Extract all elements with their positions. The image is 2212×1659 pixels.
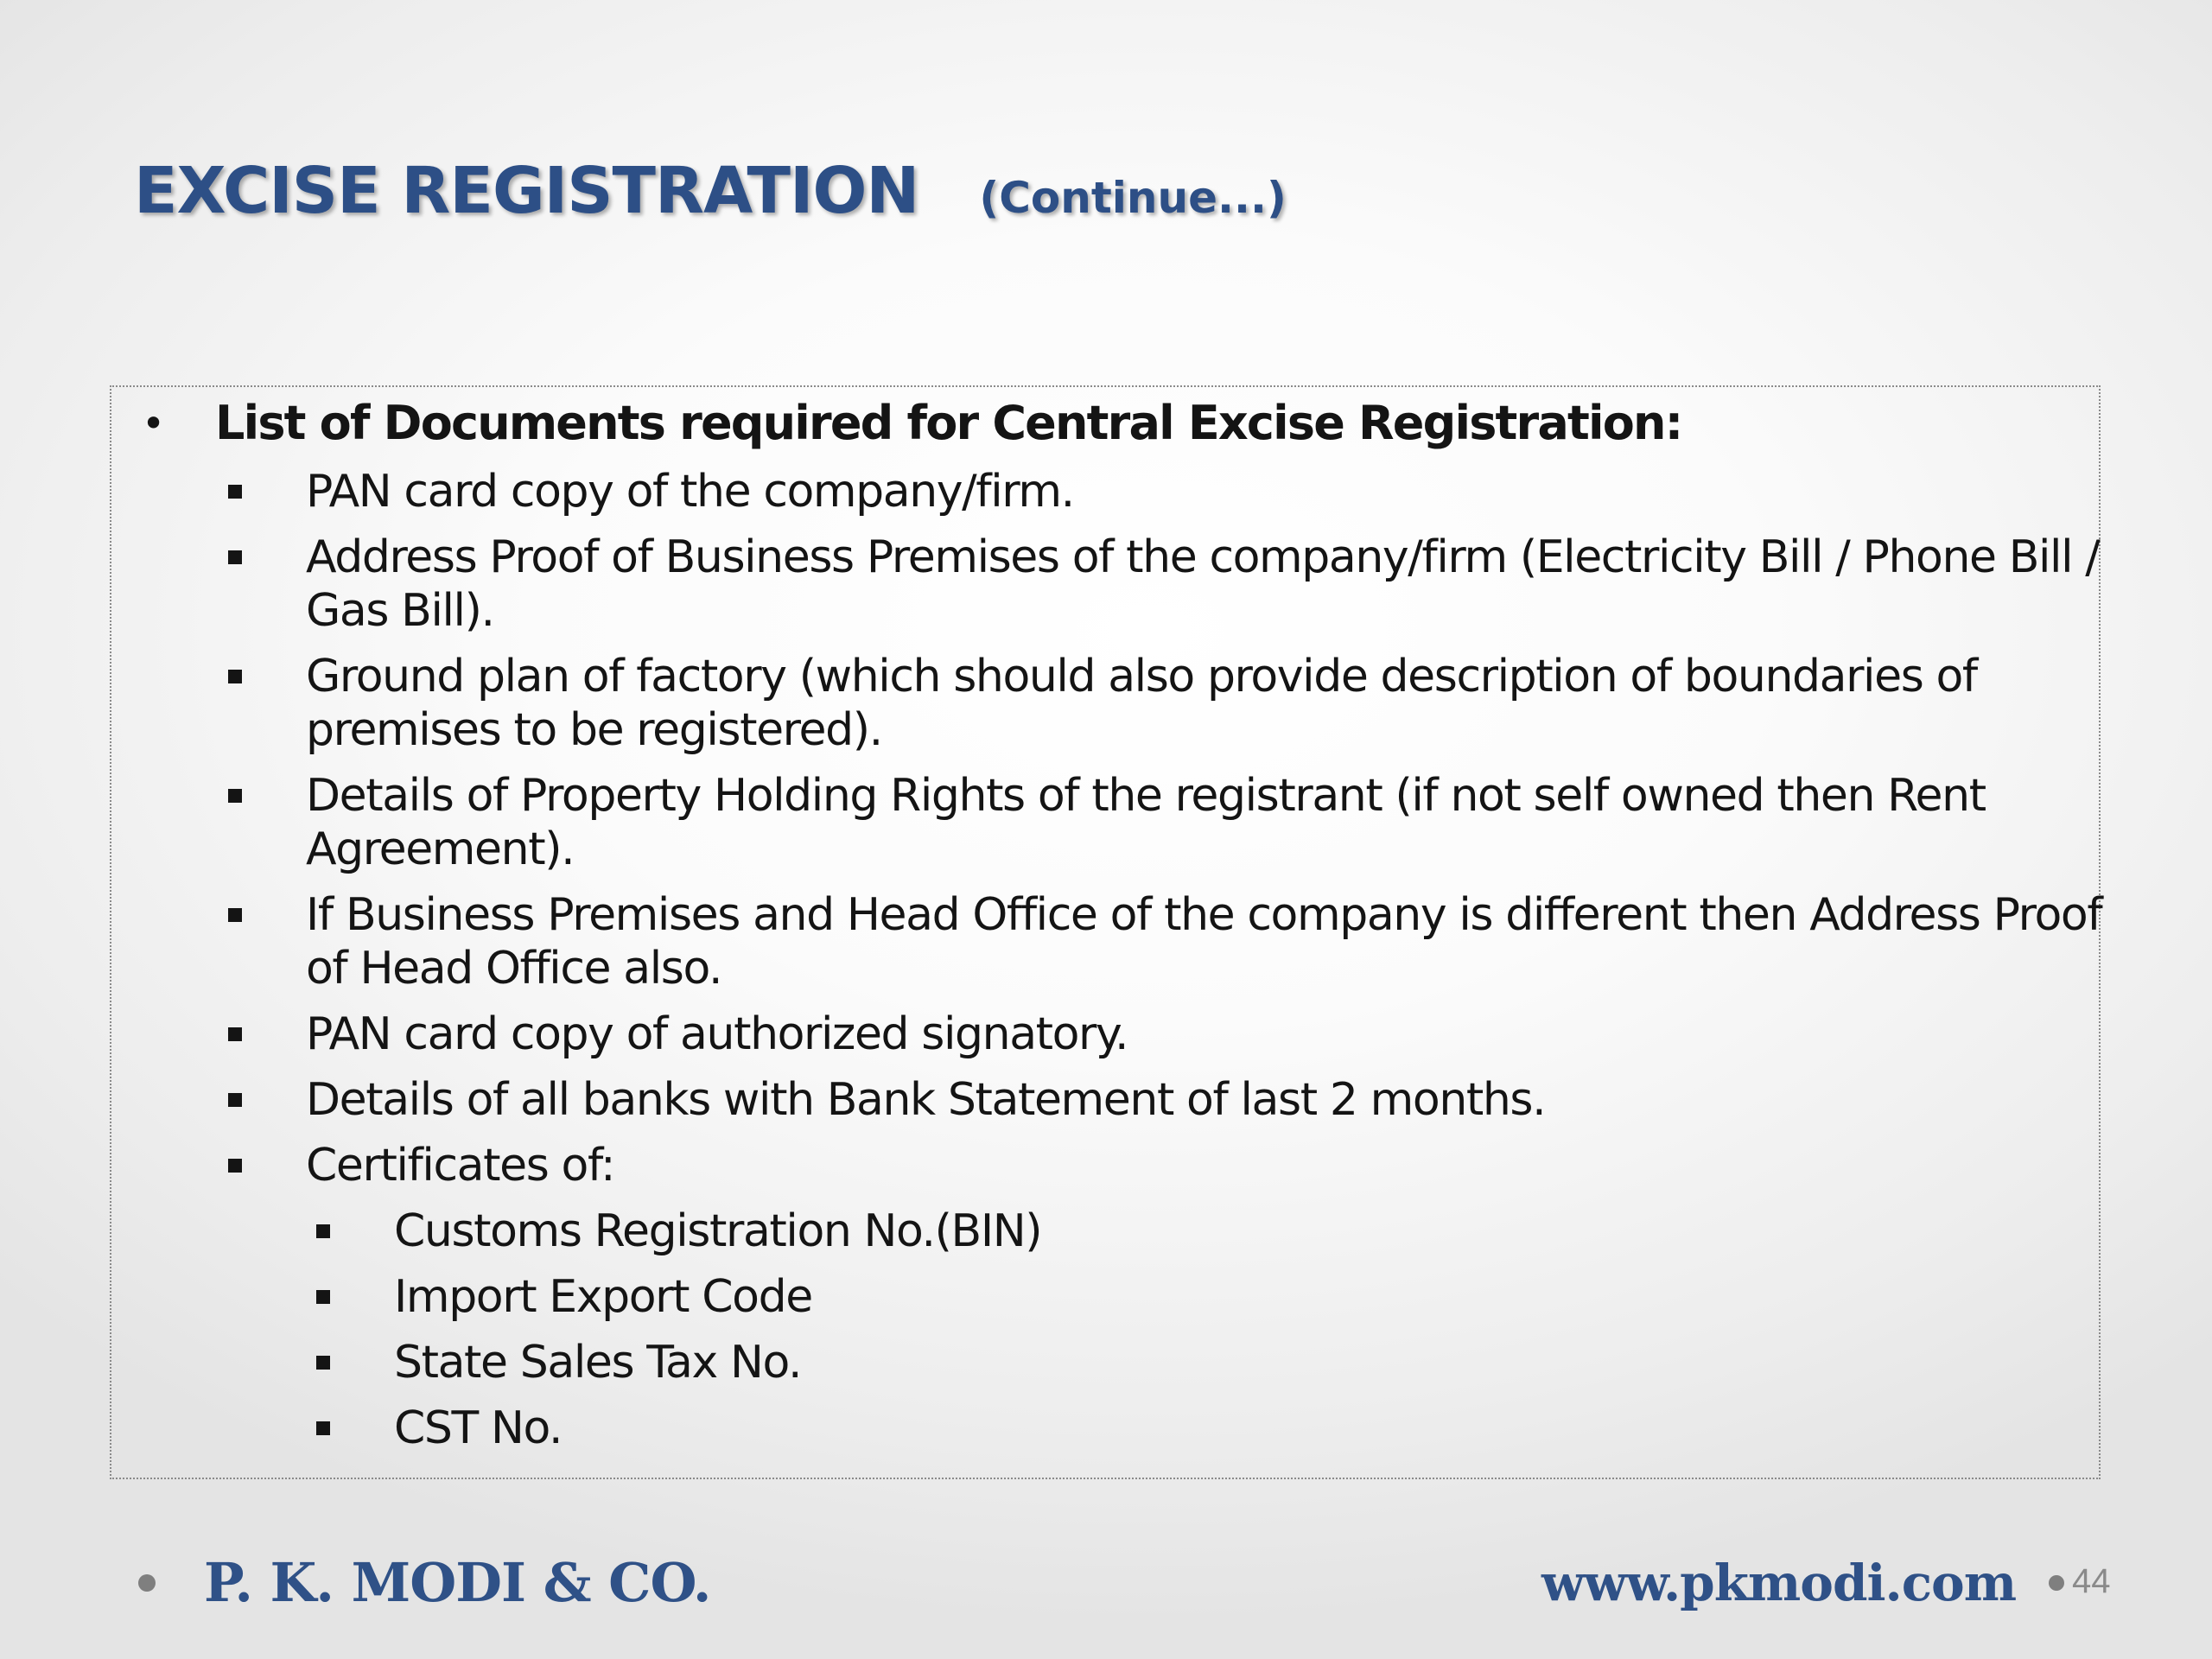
round-bullet-icon: •	[142, 400, 164, 447]
title-main: EXCISE REGISTRATION	[134, 154, 919, 228]
square-bullet-icon	[228, 1159, 242, 1173]
square-bullet-icon	[228, 1027, 242, 1041]
list-item: Certificates of:	[306, 1139, 2103, 1192]
square-bullet-icon	[228, 670, 242, 683]
sub-list-item: State Sales Tax No.	[394, 1336, 2036, 1389]
title-continue: (Continue...)	[979, 173, 1287, 223]
list-item: Ground plan of factory (which should also provide description of boundaries of premises to be registered).	[306, 650, 2103, 757]
footer-website: www.pkmodi.com	[1541, 1554, 2017, 1612]
square-bullet-icon	[316, 1421, 330, 1435]
list-item: PAN card copy of the company/firm.	[306, 465, 2103, 518]
list-item: Address Proof of Business Premises of the company/firm (Electricity Bill / Phone Bill / Gas Bill).	[306, 531, 2103, 638]
footer-right-dot-icon	[2049, 1575, 2064, 1591]
slide-title	[134, 154, 1287, 228]
square-bullet-icon	[228, 550, 242, 564]
sub-list-item: Import Export Code	[394, 1270, 2036, 1324]
footer-firm-name: P. K. MODI & CO.	[204, 1551, 711, 1614]
list-heading	[142, 396, 2064, 451]
content-box	[110, 385, 2101, 1479]
square-bullet-icon	[228, 789, 242, 803]
square-bullet-icon	[228, 908, 242, 922]
list-heading-text: List of Documents required for Central Excise Registration:	[215, 396, 1682, 450]
sub-list-item: Customs Registration No.(BIN)	[394, 1205, 2036, 1258]
square-bullet-icon	[316, 1224, 330, 1238]
square-bullet-icon	[316, 1356, 330, 1370]
sub-list-item: CST No.	[394, 1402, 2036, 1455]
square-bullet-icon	[228, 1093, 242, 1107]
footer-left-dot-icon	[138, 1574, 156, 1592]
square-bullet-icon	[228, 485, 242, 499]
page-number: 44	[2072, 1562, 2111, 1600]
list-item: PAN card copy of authorized signatory.	[306, 1007, 2103, 1061]
square-bullet-icon	[316, 1290, 330, 1304]
list-item: Details of all banks with Bank Statement of last 2 months.	[306, 1073, 2103, 1127]
list-item: If Business Premises and Head Office of the company is different then Address Proof of Head Office also.	[306, 888, 2103, 995]
list-item: Details of Property Holding Rights of the registrant (if not self owned then Rent Agreement).	[306, 769, 2103, 876]
